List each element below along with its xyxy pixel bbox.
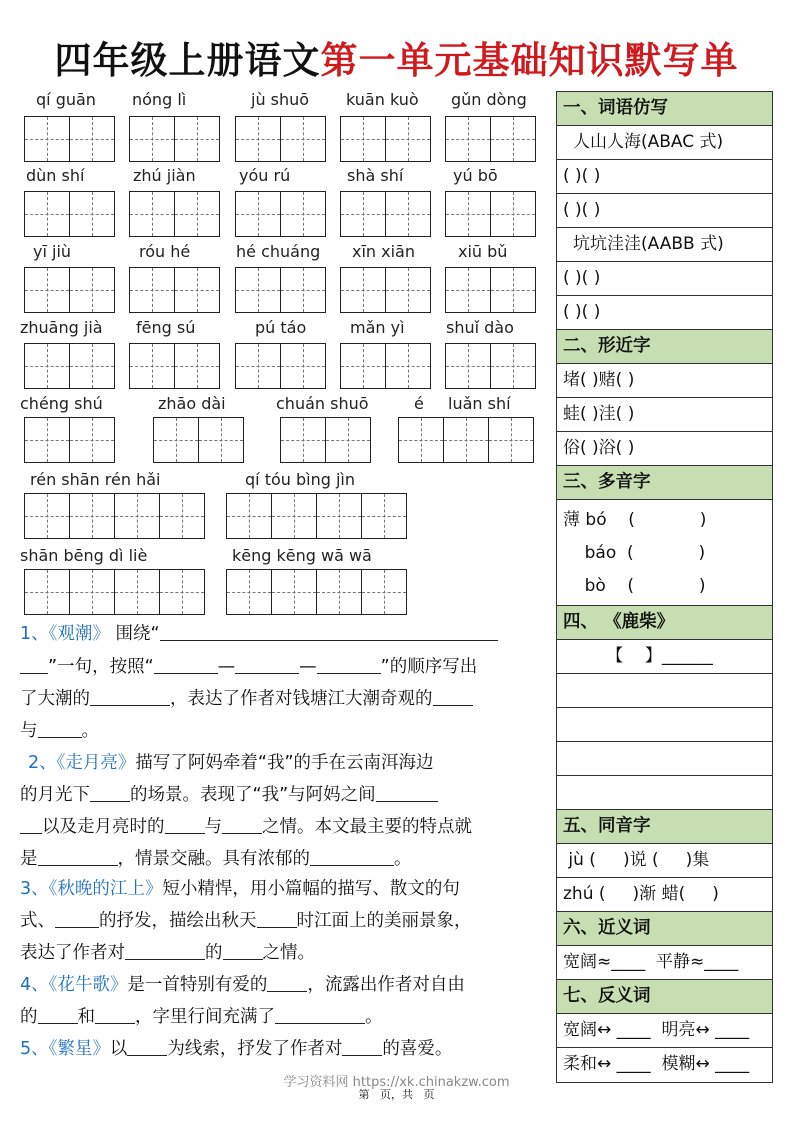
question-number: 3、 xyxy=(20,879,49,899)
pinyin-label: kēng kēng wā wā xyxy=(232,546,372,565)
question-2-line-1: 2、《走月亮》描写了阿妈牵着“我”的手在云南洱海边 xyxy=(28,753,434,773)
question-2-line-2: 的月光下 的场景。表现了“我”与阿妈之间 xyxy=(20,779,438,811)
pinyin-label: yóu rú xyxy=(239,166,291,185)
title-grade: 四年级上册语文 xyxy=(54,38,321,82)
pinyin-label: shuǐ dào xyxy=(446,318,514,337)
answer-blank[interactable] xyxy=(38,847,118,866)
page-number: 第 页，共 页 xyxy=(358,1088,435,1101)
answer-row[interactable]: ( )( ) xyxy=(557,160,772,194)
pinyin-label: pú táo xyxy=(255,318,307,337)
pinyin-label: é xyxy=(414,394,424,413)
answer-blank[interactable] xyxy=(235,655,299,674)
section-header: 五、同音字 xyxy=(557,810,772,844)
answer-blank[interactable] xyxy=(95,1005,135,1024)
question-2-line-4: 是 ，情景交融。具有浓郁的 。 xyxy=(20,849,412,869)
char-grid[interactable] xyxy=(398,417,533,463)
char-grid[interactable] xyxy=(445,191,535,237)
answer-blank[interactable] xyxy=(275,1005,365,1024)
section-header: 六、近义词 xyxy=(557,912,772,946)
char-grid[interactable] xyxy=(235,116,325,162)
question-title: 《观潮》 xyxy=(48,624,110,644)
section-header: 二、形近字 xyxy=(557,330,772,364)
pinyin-label: yú bō xyxy=(453,166,498,185)
question-5-line-1: 5、《繁星》以 为线索，抒发了作者对 的喜爱。 xyxy=(20,1039,453,1059)
pinyin-label: mǎn yì xyxy=(350,318,405,337)
question-3-line-3: 表达了作者对 的 之情。 xyxy=(20,943,315,963)
char-grid[interactable] xyxy=(445,267,535,313)
answer-blank[interactable] xyxy=(160,622,498,641)
pinyin-label: zhú jiàn xyxy=(133,166,196,185)
char-grid[interactable] xyxy=(226,569,406,615)
answer-blank[interactable] xyxy=(127,1037,167,1056)
section-header: 一、词语仿写 xyxy=(557,92,772,126)
answer-row[interactable]: ( )( ) xyxy=(557,296,772,330)
question-1-line-1: 1、《观潮》 围绕“ xyxy=(20,618,498,650)
question-number: 4、 xyxy=(20,975,49,995)
question-title: 《秋晚的江上》 xyxy=(48,879,163,899)
pinyin-label: qí guān xyxy=(36,90,96,109)
question-number: 5、 xyxy=(20,1039,49,1059)
answer-blank[interactable] xyxy=(90,783,130,802)
char-grid[interactable] xyxy=(340,191,430,237)
question-4-line-2: 的 和 ，字里行间充满了 。 xyxy=(20,1007,383,1027)
poem-line-row[interactable] xyxy=(557,674,772,708)
section-header: 四、 《鹿柴》 xyxy=(557,606,772,640)
answer-blank[interactable] xyxy=(55,909,99,928)
char-grid[interactable] xyxy=(129,191,219,237)
pinyin-label: kuān kuò xyxy=(346,90,419,109)
char-grid[interactable] xyxy=(445,343,535,389)
char-grid[interactable] xyxy=(235,191,325,237)
pinyin-label: shà shí xyxy=(347,166,404,185)
question-4-line-1: 4、《花牛歌》是一首特别有爱的 ，流露出作者对自由 xyxy=(20,975,465,995)
answer-row[interactable]: 柔和↔ ____ 模糊↔ ____ xyxy=(563,1054,750,1074)
pinyin-label: xīn xiān xyxy=(352,242,415,261)
char-grid[interactable] xyxy=(24,191,114,237)
section-header: 三、多音字 xyxy=(557,466,772,500)
polyphone-block xyxy=(557,500,772,606)
answer-row[interactable]: 俗( )浴( ) xyxy=(557,432,772,466)
answer-blank[interactable] xyxy=(38,1005,78,1024)
question-title: 《花牛歌》 xyxy=(48,975,128,995)
answer-blank[interactable] xyxy=(165,815,205,834)
char-grid[interactable] xyxy=(129,267,219,313)
pinyin-label: chéng shú xyxy=(20,394,103,413)
char-grid[interactable] xyxy=(24,267,114,313)
char-grid[interactable] xyxy=(24,569,204,615)
answer-blank[interactable] xyxy=(38,719,82,738)
question-3-line-1: 3、《秋晚的江上》短小精悍，用小篇幅的描写、散文的句 xyxy=(20,879,460,899)
answer-blank[interactable] xyxy=(20,815,42,834)
poem-line-row[interactable] xyxy=(557,776,772,810)
pinyin-label: chuán shuō xyxy=(276,394,369,413)
answer-row[interactable]: jù ( )说 ( )集 xyxy=(557,844,772,878)
pinyin-label: yī jiù xyxy=(33,242,72,261)
char-grid[interactable] xyxy=(153,417,243,463)
question-1-line-2: ”一句，按照“ — — ”的顺序写出 xyxy=(20,651,477,683)
char-grid[interactable] xyxy=(129,343,219,389)
answer-blank[interactable] xyxy=(90,687,170,706)
char-grid[interactable] xyxy=(340,116,430,162)
answer-blank[interactable] xyxy=(342,1037,382,1056)
answer-blank[interactable] xyxy=(317,655,381,674)
question-2-line-3: 以及走月亮时的 与 之情。本文最主要的特点就 xyxy=(20,811,472,843)
answer-row[interactable]: báo ( ) xyxy=(563,543,706,563)
poem-line-row[interactable] xyxy=(557,708,772,742)
question-3-line-2: 式、 的抒发，描绘出秋天 时江面上的美丽景象， xyxy=(20,911,472,931)
page-title xyxy=(0,30,793,84)
poem-title-row[interactable]: 【 】______ xyxy=(557,640,772,674)
char-grid[interactable] xyxy=(24,417,114,463)
pinyin-label: fēng sú xyxy=(136,318,196,337)
poem-line-row[interactable] xyxy=(557,742,772,776)
char-grid[interactable] xyxy=(340,343,430,389)
question-number: 2、 xyxy=(28,753,57,773)
pinyin-label: zhuāng jià xyxy=(20,318,103,337)
pinyin-label: róu hé xyxy=(139,242,191,261)
char-grid[interactable] xyxy=(24,116,114,162)
answer-blank[interactable] xyxy=(267,973,307,992)
example-row: 人山人海(ABAC 式) xyxy=(557,126,772,160)
answer-blank[interactable] xyxy=(310,847,394,866)
answer-blank[interactable] xyxy=(223,941,263,960)
section-header: 七、反义词 xyxy=(557,980,772,1014)
question-1-line-4: 与 。 xyxy=(20,721,99,741)
pinyin-label: luǎn shí xyxy=(448,394,511,413)
answer-blank[interactable] xyxy=(433,687,473,706)
answer-row[interactable]: bò ( ) xyxy=(563,576,706,596)
question-number: 1、 xyxy=(20,624,49,644)
pinyin-label: qí tóu bìng jìn xyxy=(245,470,355,489)
pinyin-label: zhāo dài xyxy=(158,394,226,413)
char-grid[interactable] xyxy=(24,343,114,389)
answer-row[interactable]: 堵( )赌( ) xyxy=(557,364,772,398)
pinyin-label: jù shuō xyxy=(251,90,310,109)
pinyin-label: rén shān rén hǎi xyxy=(30,470,161,489)
answer-row[interactable]: ( )( ) xyxy=(557,262,772,296)
answer-row[interactable]: 宽阔↔ ____ 明亮↔ ____ xyxy=(557,1014,772,1048)
char-grid[interactable] xyxy=(280,417,370,463)
char-grid[interactable] xyxy=(226,493,406,539)
answer-blank[interactable] xyxy=(376,783,438,802)
pinyin-label: nóng lì xyxy=(132,90,187,109)
answer-row[interactable]: 薄 bó ( ) xyxy=(563,510,707,530)
char-grid[interactable] xyxy=(340,267,430,313)
question-1-line-3: 了大潮的 ，表达了作者对钱塘江大潮奇观的 xyxy=(20,683,473,715)
answer-blank[interactable] xyxy=(257,909,297,928)
answer-row[interactable]: 蛙( )洼( ) xyxy=(557,398,772,432)
answer-row[interactable]: 宽阔≈____ 平静≈____ xyxy=(557,946,772,980)
watermark-site: 学习资料网 https://xk.chinakzw.com xyxy=(283,1075,510,1090)
answer-blank[interactable] xyxy=(154,655,218,674)
pinyin-label: shān bēng dì liè xyxy=(20,546,148,565)
pinyin-label: hé chuáng xyxy=(236,242,321,261)
question-title: 《走月亮》 xyxy=(56,753,136,773)
answer-blank[interactable] xyxy=(20,655,48,674)
char-grid[interactable] xyxy=(24,493,204,539)
char-grid[interactable] xyxy=(235,267,325,313)
char-grid[interactable] xyxy=(445,116,535,162)
pinyin-label: gǔn dòng xyxy=(451,90,527,109)
title-unit: 第一单元基础知识默写单 xyxy=(320,38,739,82)
char-grid[interactable] xyxy=(129,116,219,162)
pinyin-label: xiū bǔ xyxy=(458,242,508,261)
char-grid[interactable] xyxy=(235,343,325,389)
example-row: 坑坑洼洼(AABB 式) xyxy=(557,228,772,262)
question-title: 《繁星》 xyxy=(48,1039,110,1059)
answer-row[interactable]: ( )( ) xyxy=(557,194,772,228)
answer-blank[interactable] xyxy=(222,815,262,834)
answer-row[interactable]: zhú ( )渐 蜡( ) xyxy=(557,878,772,912)
pinyin-label: dùn shí xyxy=(26,166,85,185)
side-exercise-table xyxy=(556,91,773,1083)
answer-blank[interactable] xyxy=(125,941,205,960)
